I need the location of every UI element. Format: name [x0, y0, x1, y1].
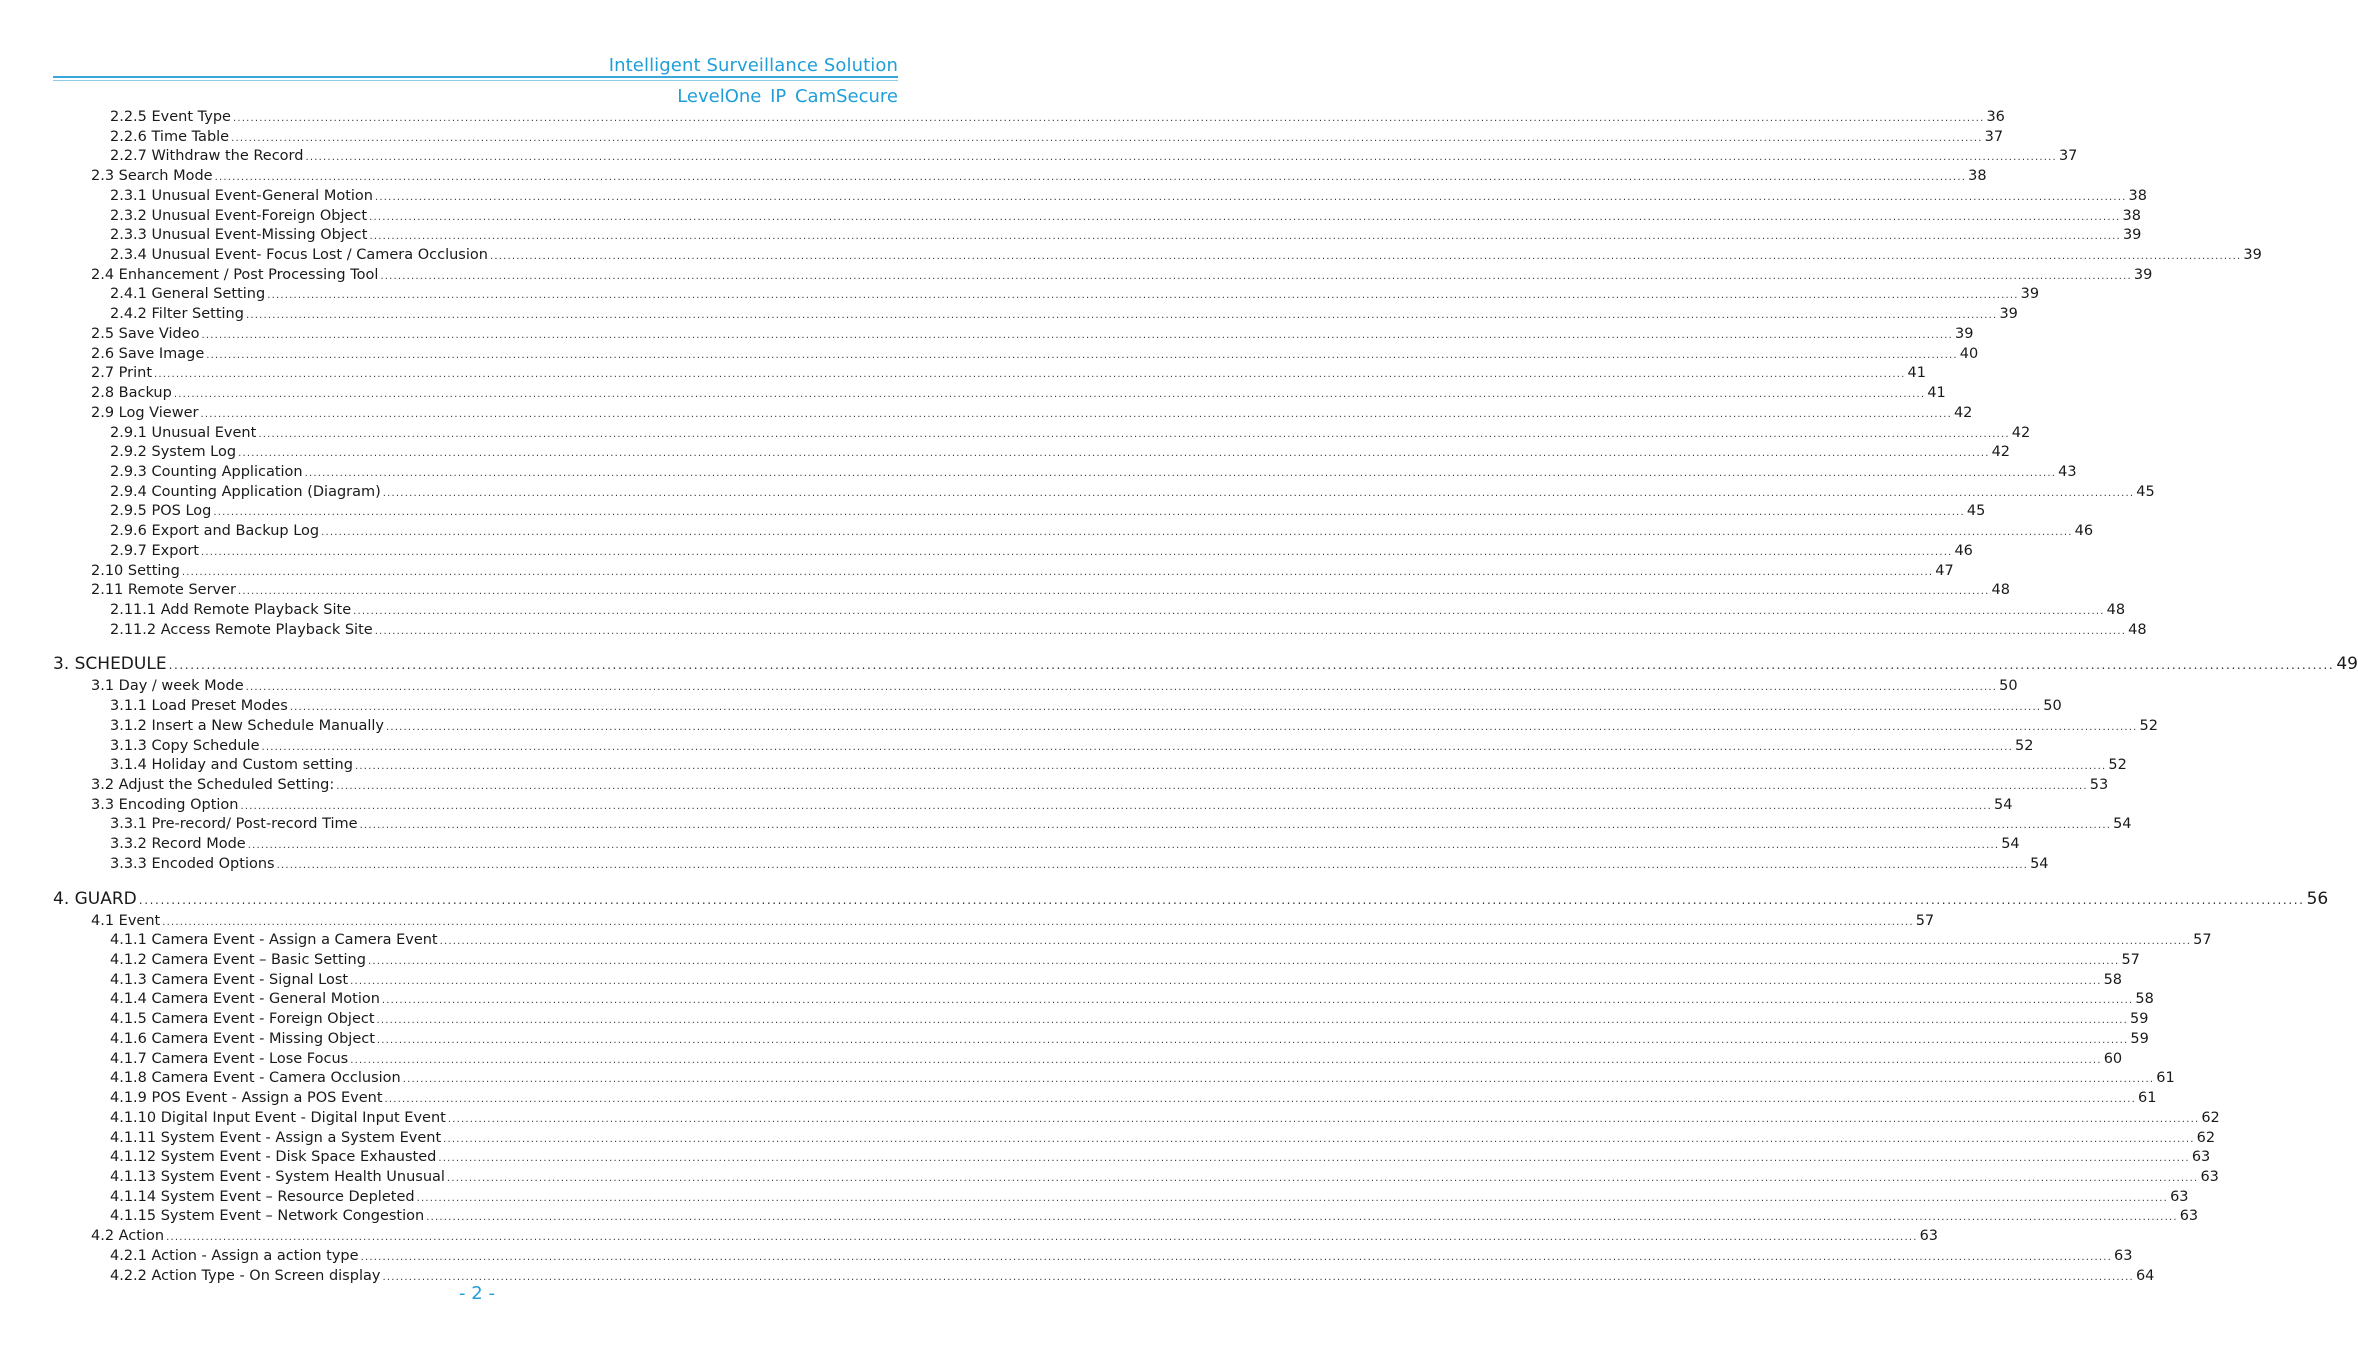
- toc-entry-label: 2.4 Enhancement / Post Processing Tool: [91, 266, 379, 283]
- toc-dot-leader: ................................................................................................................................................................................................................................................................................................................................................................................................................: [154, 369, 1906, 381]
- toc-entry-label: 4.1.5 Camera Event - Foreign Object: [110, 1011, 375, 1028]
- toc-entry-page: 39: [2122, 227, 2142, 244]
- toc-entry[interactable]: [53, 1247, 2133, 1267]
- toc-dot-leader: ................................................................................................................................................................................................................................................................................................................................................................................................................: [231, 132, 1983, 144]
- toc-entry-label: 4.1.15 System Event – Network Congestion: [110, 1208, 425, 1225]
- toc-dot-leader: ................................................................................................................................................................................................................................................................................................................................................................................................................: [369, 211, 2121, 223]
- toc-entry-label: 3.2 Adjust the Scheduled Setting:: [91, 777, 335, 793]
- toc-entry-page: 41: [1927, 385, 1946, 402]
- toc-entry[interactable]: [53, 108, 2005, 128]
- toc-dot-leader: ................................................................................................................................................................................................................................................................................................................................................................................................................: [382, 487, 2135, 499]
- toc-entry-label: 2.9.7 Export: [110, 542, 199, 559]
- toc-entry-page: 58: [2103, 971, 2123, 988]
- toc-entry[interactable]: [53, 1188, 2189, 1208]
- toc-dot-leader: ................................................................................................................................................................................................................................................................................................................................................................................................................: [359, 820, 2112, 832]
- toc-entry[interactable]: [53, 737, 2034, 757]
- toc-entry[interactable]: [53, 886, 2329, 912]
- toc-entry[interactable]: [53, 167, 1987, 187]
- toc-entry[interactable]: [53, 187, 2147, 207]
- toc-dot-leader: ................................................................................................................................................................................................................................................................................................................................................................................................................: [138, 892, 2305, 907]
- toc-entry-page: 62: [2201, 1109, 2220, 1126]
- toc-dot-leader: ................................................................................................................................................................................................................................................................................................................................................................................................................: [376, 1015, 2129, 1027]
- toc-entry-label: 3.1.2 Insert a New Schedule Manually: [110, 717, 384, 734]
- toc-entry-page: 54: [2030, 855, 2049, 872]
- toc-entry[interactable]: [53, 855, 2049, 875]
- toc-dot-leader: ................................................................................................................................................................................................................................................................................................................................................................................................................: [247, 840, 2000, 852]
- toc-entry-label: 4.1.10 Digital Input Event - Digital Input Event: [110, 1109, 446, 1126]
- toc-dot-leader: ................................................................................................................................................................................................................................................................................................................................................................................................................: [213, 507, 1965, 519]
- toc-dot-leader: ................................................................................................................................................................................................................................................................................................................................................................................................................: [305, 152, 2057, 164]
- toc-dot-leader: ................................................................................................................................................................................................................................................................................................................................................................................................................: [385, 721, 2138, 733]
- toc-entry-label: 4.1.13 System Event - System Health Unusual: [110, 1168, 445, 1185]
- toc-entry-label: 4.1.3 Camera Event - Signal Lost: [110, 971, 349, 988]
- toc-entry[interactable]: [53, 1030, 2149, 1050]
- toc-dot-leader: ................................................................................................................................................................................................................................................................................................................................................................................................................: [321, 527, 2073, 539]
- toc-entry-label: 3.1.3 Copy Schedule: [110, 737, 260, 754]
- toc-entry[interactable]: [53, 384, 1946, 404]
- toc-entry-page: 37: [1984, 128, 2004, 145]
- toc-entry-page: 46: [1954, 542, 1973, 559]
- toc-entry-label: 4.1.7 Camera Event - Lose Focus: [110, 1050, 349, 1067]
- toc-dot-leader: ................................................................................................................................................................................................................................................................................................................................................................................................................: [232, 113, 1985, 124]
- toc-entry-label: 4.1.2 Camera Event – Basic Setting: [110, 952, 366, 969]
- toc-dot-leader: ................................................................................................................................................................................................................................................................................................................................................................................................................: [258, 428, 2010, 440]
- toc-dot-leader: ................................................................................................................................................................................................................................................................................................................................................................................................................: [382, 1271, 2134, 1283]
- toc-entry-page: 48: [1991, 582, 2010, 599]
- toc-entry[interactable]: [53, 1010, 2149, 1030]
- toc-dot-leader: ................................................................................................................................................................................................................................................................................................................................................................................................................: [489, 251, 2242, 263]
- toc-entry-page: 42: [1991, 444, 2011, 461]
- toc-entry[interactable]: [53, 951, 2140, 971]
- toc-entry-page: 58: [2135, 991, 2154, 1008]
- toc-entry-page: 63: [2114, 1247, 2133, 1264]
- toc-entry-label: 2.9.5 POS Log: [110, 503, 212, 520]
- toc-entry[interactable]: [53, 266, 2153, 286]
- toc-dot-leader: ................................................................................................................................................................................................................................................................................................................................................................................................................: [181, 566, 1934, 578]
- toc-entry-label: 4.1.9 POS Event - Assign a POS Event: [110, 1090, 383, 1107]
- toc-entry[interactable]: [53, 147, 2078, 167]
- toc-entry[interactable]: [53, 463, 2077, 483]
- toc-entry-label: 2.2.6 Time Table: [110, 128, 230, 145]
- toc-entry-page: 39: [2133, 266, 2153, 283]
- toc-entry[interactable]: [53, 226, 2142, 246]
- toc-entry-page: 64: [2135, 1267, 2155, 1284]
- toc-entry-label: 2.4.1 General Setting: [110, 286, 266, 303]
- toc-dot-leader: ................................................................................................................................................................................................................................................................................................................................................................................................................: [200, 408, 1952, 420]
- toc-entry-label: 2.8 Backup: [91, 385, 172, 402]
- toc-dot-leader: ................................................................................................................................................................................................................................................................................................................................................................................................................: [443, 1133, 2195, 1145]
- toc-entry-page: 59: [2130, 1011, 2149, 1028]
- toc-entry[interactable]: [53, 325, 1974, 345]
- toc-entry-page: 53: [2089, 777, 2109, 793]
- toc-entry-label: 2.11 Remote Server: [91, 582, 236, 599]
- toc-entry-page: 39: [1954, 325, 1974, 342]
- toc-entry-label: 4.2.2 Action Type - On Screen display: [110, 1267, 381, 1284]
- toc-entry[interactable]: [53, 1069, 2175, 1089]
- toc-entry-page: 38: [2122, 207, 2141, 224]
- toc-entry[interactable]: [53, 1148, 2211, 1168]
- toc-dot-leader: ................................................................................................................................................................................................................................................................................................................................................................................................................: [245, 682, 1998, 694]
- toc-dot-leader: ................................................................................................................................................................................................................................................................................................................................................................................................................: [238, 448, 1990, 460]
- toc-entry-page: 56: [2306, 888, 2329, 909]
- toc-dot-leader: ................................................................................................................................................................................................................................................................................................................................................................................................................: [353, 605, 2105, 617]
- toc-entry[interactable]: [53, 835, 2020, 855]
- toc-entry-page: 40: [1959, 345, 1979, 362]
- toc-entry-label: 4. GUARD: [53, 888, 137, 909]
- toc-dot-leader: ................................................................................................................................................................................................................................................................................................................................................................................................................: [402, 1074, 2155, 1086]
- toc-entry[interactable]: [53, 1109, 2220, 1129]
- toc-dot-leader: ................................................................................................................................................................................................................................................................................................................................................................................................................: [367, 956, 2120, 968]
- toc-dot-leader: ................................................................................................................................................................................................................................................................................................................................................................................................................: [238, 586, 1990, 598]
- toc-entry-page: 45: [2136, 483, 2155, 500]
- toc-entry-label: 4.1.6 Camera Event - Missing Object: [110, 1030, 375, 1047]
- toc-dot-leader: ................................................................................................................................................................................................................................................................................................................................................................................................................: [261, 741, 2014, 753]
- toc-entry[interactable]: [53, 207, 2141, 227]
- toc-entry-page: 47: [1935, 562, 1954, 579]
- toc-entry-label: 2.3.2 Unusual Event-Foreign Object: [110, 207, 368, 224]
- toc-entry-page: 52: [2015, 737, 2034, 754]
- toc-dot-leader: ................................................................................................................................................................................................................................................................................................................................................................................................................: [276, 859, 2029, 871]
- toc-entry-page: 46: [2074, 523, 2094, 540]
- toc-entry-page: 39: [1999, 306, 2018, 323]
- toc-entry-label: 4.1.11 System Event - Assign a System Event: [110, 1129, 442, 1146]
- toc-dot-leader: ................................................................................................................................................................................................................................................................................................................................................................................................................: [439, 936, 2192, 948]
- toc-entry-label: 2.11.1 Add Remote Playback Site: [110, 601, 352, 618]
- toc-entry[interactable]: [53, 990, 2154, 1010]
- toc-dot-leader: ................................................................................................................................................................................................................................................................................................................................................................................................................: [166, 1232, 1918, 1244]
- toc-entry-label: 3.3.1 Pre-record/ Post-record Time: [110, 816, 358, 833]
- toc-dot-leader: ................................................................................................................................................................................................................................................................................................................................................................................................................: [206, 349, 1958, 361]
- toc-dot-leader: ................................................................................................................................................................................................................................................................................................................................................................................................................: [336, 781, 2088, 792]
- toc-dot-leader: ................................................................................................................................................................................................................................................................................................................................................................................................................: [384, 1094, 2137, 1106]
- toc-dot-leader: ................................................................................................................................................................................................................................................................................................................................................................................................................: [214, 172, 1967, 184]
- toc-entry-label: 3.1 Day / week Mode: [91, 678, 244, 695]
- toc-dot-leader: ................................................................................................................................................................................................................................................................................................................................................................................................................: [162, 916, 1914, 928]
- toc-entry-page: 41: [1907, 365, 1926, 382]
- toc-entry-page: 48: [2106, 601, 2126, 618]
- toc-dot-leader: ................................................................................................................................................................................................................................................................................................................................................................................................................: [446, 1172, 2199, 1184]
- toc-dot-leader: ................................................................................................................................................................................................................................................................................................................................................................................................................: [168, 658, 2335, 673]
- toc-entry[interactable]: [53, 1089, 2157, 1109]
- toc-entry-label: 3.1.1 Load Preset Modes: [110, 698, 288, 715]
- toc-entry-label: 2.9.2 System Log: [110, 444, 237, 461]
- toc-entry-label: 4.2 Action: [91, 1228, 165, 1245]
- toc-entry-page: 63: [2179, 1208, 2199, 1225]
- toc-entry-page: 57: [1915, 912, 1935, 929]
- toc-entry[interactable]: [53, 542, 1973, 562]
- toc-entry[interactable]: [53, 364, 1926, 384]
- toc-entry[interactable]: [53, 621, 2147, 641]
- toc-entry-page: 61: [2156, 1070, 2175, 1087]
- toc-entry-label: 2.7 Print: [91, 365, 153, 382]
- toc-entry-page: 52: [2139, 717, 2158, 734]
- toc-dot-leader: ................................................................................................................................................................................................................................................................................................................................................................................................................: [200, 546, 1953, 558]
- toc-entry[interactable]: [53, 562, 1954, 582]
- toc-entry-label: 2.9.6 Export and Backup Log: [110, 523, 320, 540]
- toc-dot-leader: ................................................................................................................................................................................................................................................................................................................................................................................................................: [381, 995, 2134, 1007]
- toc-entry-page: 37: [2058, 148, 2078, 165]
- toc-entry[interactable]: [53, 522, 2094, 542]
- toc-entry-page: 42: [1953, 404, 1973, 421]
- toc-entry-page: 52: [2108, 757, 2127, 774]
- toc-entry-page: 63: [2170, 1188, 2189, 1205]
- toc-entry[interactable]: [53, 815, 2132, 835]
- toc-entry-page: 63: [2200, 1168, 2219, 1185]
- toc-entry-label: 2.10 Setting: [91, 562, 180, 579]
- toc-entry-label: 3.3.3 Encoded Options: [110, 855, 275, 872]
- toc-entry-page: 50: [1999, 678, 2018, 695]
- toc-entry-label: 2.3.3 Unusual Event-Missing Object: [110, 227, 368, 244]
- toc-entry-label: 2.3.4 Unusual Event- Focus Lost / Camera Occlusion: [110, 247, 488, 264]
- toc-entry[interactable]: [53, 1129, 2216, 1149]
- toc-entry-page: 54: [2113, 816, 2132, 833]
- toc-entry-label: 2.3 Search Mode: [91, 168, 213, 185]
- toc-entry[interactable]: [53, 1207, 2199, 1227]
- toc-entry-page: 36: [1986, 109, 2005, 125]
- header-rule-thin: [53, 80, 898, 81]
- toc-entry[interactable]: [53, 1050, 2123, 1070]
- toc-dot-leader: ................................................................................................................................................................................................................................................................................................................................................................................................................: [374, 191, 2127, 203]
- toc-entry[interactable]: [53, 581, 2010, 601]
- toc-entry[interactable]: [53, 424, 2031, 444]
- toc-entry[interactable]: [53, 404, 1973, 424]
- toc-entry[interactable]: [53, 971, 2123, 991]
- toc-entry-label: 2.3.1 Unusual Event-General Motion: [110, 187, 373, 204]
- toc-entry-page: 54: [2001, 836, 2020, 853]
- toc-entry-page: 45: [1966, 503, 1986, 520]
- toc-dot-leader: ................................................................................................................................................................................................................................................................................................................................................................................................................: [416, 1192, 2169, 1204]
- toc-entry[interactable]: [53, 756, 2127, 776]
- toc-entry-page: 39: [2020, 286, 2040, 303]
- toc-entry-page: 63: [1919, 1228, 1939, 1245]
- toc-entry-page: 50: [2043, 698, 2062, 715]
- toc-dot-leader: ................................................................................................................................................................................................................................................................................................................................................................................................................: [426, 1212, 2178, 1224]
- toc-entry[interactable]: [53, 502, 1986, 522]
- toc-dot-leader: ................................................................................................................................................................................................................................................................................................................................................................................................................: [380, 270, 2132, 282]
- toc-entry-page: 63: [2191, 1149, 2211, 1166]
- toc-entry-page: 39: [2243, 247, 2262, 264]
- toc-entry-label: 2.6 Save Image: [91, 345, 205, 362]
- toc-entry-label: 2.9.1 Unusual Event: [110, 424, 257, 441]
- toc-entry-page: 57: [2121, 952, 2140, 969]
- toc-dot-leader: ................................................................................................................................................................................................................................................................................................................................................................................................................: [304, 467, 2057, 479]
- toc-entry-page: 38: [1968, 168, 1987, 185]
- toc-dot-leader: ................................................................................................................................................................................................................................................................................................................................................................................................................: [173, 389, 1926, 401]
- toc-entry-page: 57: [2193, 932, 2212, 949]
- toc-dot-leader: ................................................................................................................................................................................................................................................................................................................................................................................................................: [374, 625, 2127, 637]
- toc-entry[interactable]: [53, 931, 2212, 951]
- toc-entry-page: 43: [2058, 463, 2077, 480]
- toc-entry-page: 61: [2138, 1090, 2157, 1107]
- toc-entry-page: 60: [2103, 1050, 2123, 1067]
- toc-entry[interactable]: [53, 776, 2109, 796]
- toc-entry-page: 59: [2130, 1030, 2149, 1047]
- toc-entry-page: 62: [2196, 1129, 2216, 1146]
- toc-entry-label: 3.1.4 Holiday and Custom setting: [110, 757, 353, 774]
- toc-dot-leader: ................................................................................................................................................................................................................................................................................................................................................................................................................: [369, 231, 2121, 243]
- toc-entry-label: 4.1 Event: [91, 912, 161, 929]
- toc-entry[interactable]: [53, 697, 2062, 717]
- toc-entry-label: 2.9 Log Viewer: [91, 404, 199, 421]
- toc-dot-leader: ................................................................................................................................................................................................................................................................................................................................................................................................................: [350, 1054, 2102, 1066]
- toc-entry-label: 4.1.8 Camera Event - Camera Occlusion: [110, 1070, 401, 1087]
- toc-entry[interactable]: [53, 677, 2018, 697]
- toc-dot-leader: ................................................................................................................................................................................................................................................................................................................................................................................................................: [447, 1113, 2200, 1125]
- toc-entry[interactable]: [53, 601, 2126, 621]
- toc-entry-label: 4.1.12 System Event - Disk Space Exhausted: [110, 1149, 437, 1166]
- toc-entry[interactable]: [53, 1168, 2219, 1188]
- toc-entry[interactable]: [53, 651, 2358, 677]
- toc-entry-label: 2.2.5 Event Type: [110, 109, 231, 125]
- toc-entry-label: 3.3 Encoding Option: [91, 796, 239, 813]
- toc-entry-label: 4.1.4 Camera Event - General Motion: [110, 991, 380, 1008]
- header-product: LevelOne IP CamSecure: [677, 86, 898, 107]
- toc-dot-leader: ................................................................................................................................................................................................................................................................................................................................................................................................................: [360, 1251, 2113, 1263]
- toc-entry[interactable]: [53, 305, 2018, 325]
- toc-entry-label: 4.1.1 Camera Event - Assign a Camera Event: [110, 932, 438, 949]
- toc-entry-label: 2.9.4 Counting Application (Diagram): [110, 483, 381, 500]
- toc-entry-page: 38: [2128, 187, 2147, 204]
- toc-dot-leader: ................................................................................................................................................................................................................................................................................................................................................................................................................: [245, 310, 1998, 322]
- toc-dot-leader: ................................................................................................................................................................................................................................................................................................................................................................................................................: [240, 800, 1992, 812]
- toc-dot-leader: ................................................................................................................................................................................................................................................................................................................................................................................................................: [201, 329, 1953, 341]
- toc-entry[interactable]: [53, 1227, 1939, 1247]
- toc-entry[interactable]: [53, 912, 1935, 932]
- toc-entry[interactable]: [53, 246, 2262, 266]
- toc-entry-page: 49: [2336, 654, 2358, 675]
- toc-dot-leader: ................................................................................................................................................................................................................................................................................................................................................................................................................: [354, 761, 2107, 773]
- toc-entry-label: 2.9.3 Counting Application: [110, 463, 303, 480]
- toc-dot-leader: ................................................................................................................................................................................................................................................................................................................................................................................................................: [289, 702, 2042, 714]
- toc-entry-label: 2.11.2 Access Remote Playback Site: [110, 621, 373, 638]
- toc-entry-page: 42: [2011, 424, 2031, 441]
- toc-entry-label: 2.4.2 Filter Setting: [110, 306, 244, 323]
- toc-dot-leader: ................................................................................................................................................................................................................................................................................................................................................................................................................: [438, 1153, 2190, 1165]
- toc-entry[interactable]: [53, 483, 2155, 503]
- toc-dot-leader: ................................................................................................................................................................................................................................................................................................................................................................................................................: [376, 1034, 2129, 1046]
- toc-dot-leader: ................................................................................................................................................................................................................................................................................................................................................................................................................: [267, 290, 2019, 302]
- toc-entry-label: 4.1.14 System Event – Resource Depleted: [110, 1188, 415, 1205]
- page-number: - 2 -: [459, 1283, 495, 1304]
- toc-entry-label: 2.5 Save Video: [91, 325, 200, 342]
- toc-entry[interactable]: [53, 345, 1979, 365]
- toc-entry[interactable]: [53, 443, 2011, 463]
- toc-entry-page: 48: [2128, 621, 2147, 638]
- table-of-contents: [53, 108, 2358, 1286]
- toc-entry-label: 2.2.7 Withdraw the Record: [110, 148, 304, 165]
- toc-dot-leader: ................................................................................................................................................................................................................................................................................................................................................................................................................: [350, 975, 2102, 987]
- toc-entry-label: 3.3.2 Record Mode: [110, 836, 246, 853]
- toc-entry[interactable]: [53, 796, 2013, 816]
- toc-entry[interactable]: [53, 128, 2004, 148]
- header-rule: [53, 76, 898, 78]
- toc-entry-label: 3. SCHEDULE: [53, 654, 167, 675]
- toc-entry-label: 4.2.1 Action - Assign a action type: [110, 1247, 359, 1264]
- toc-entry[interactable]: [53, 717, 2158, 737]
- toc-entry-page: 54: [1993, 796, 2013, 813]
- toc-entry[interactable]: [53, 285, 2040, 305]
- header-title: Intelligent Surveillance Solution: [608, 55, 898, 76]
